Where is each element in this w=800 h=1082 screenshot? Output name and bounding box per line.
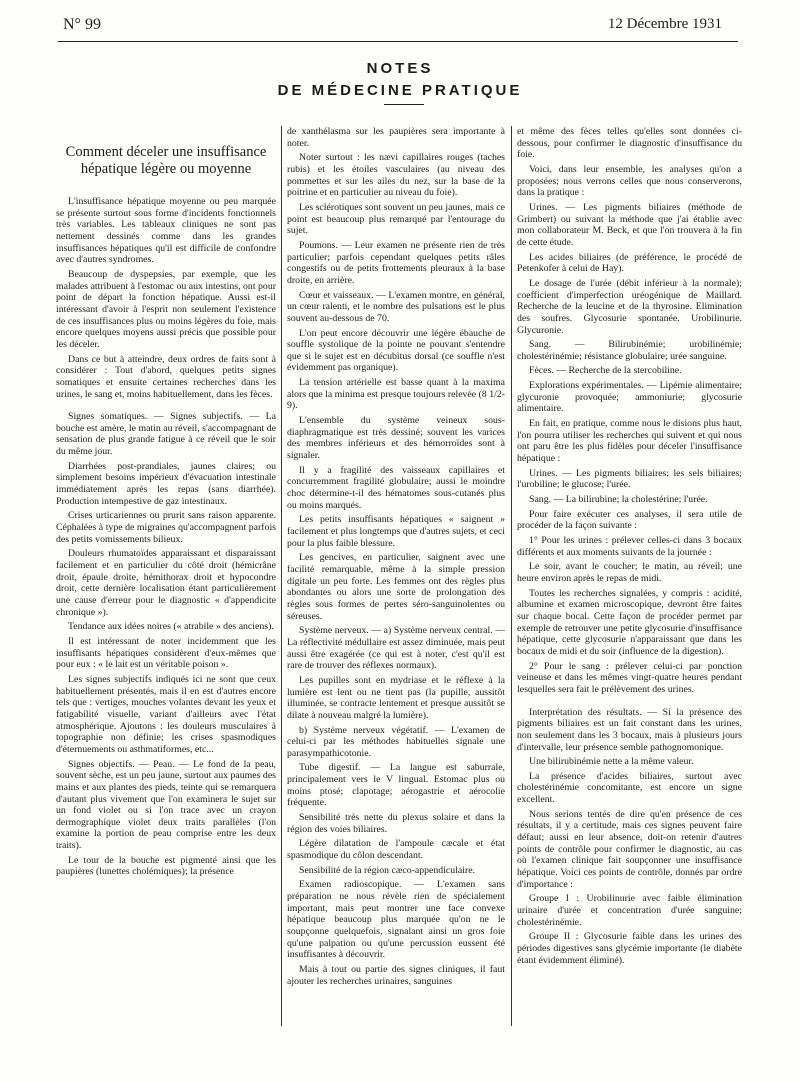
paragraph: Les pupilles sont en mydriase et le réflexe à la lumière est lent ou ne tient pas (la pupille, aussitôt illuminée, se contracte lentement et presque aussitôt se dilate à nouveau malgré la lumière). [287,674,505,721]
paragraph: Les sclérotiques sont souvent un peu jaunes, mais ce point est beaucoup plus remarqué par l'entourage du sujet. [287,201,505,237]
paragraph: Fèces. — Recherche de la stercobiline. [529,365,682,377]
paragraph: Le dosage de l'urée (débit inférieur à la normale); coefficient d'imperfection uréogénique de Maillard. Recherche de la leucine et de la thyrosine. Elimination des soufres. Glycosurie spontanée. Urobilinurie. Glycuronie. [517,277,742,336]
paragraph: Le tour de la bouche est pigmenté ainsi que les paupières (lunettes cholémiques); la présence [56,854,276,878]
paragraph: 2° Pour le sang : prélever celui-ci par ponction veineuse et dans les mêmes vingt-quatre heures pendant lesquelles sera fait le prélèvement des urines. [517,660,742,695]
paragraph: et même des fèces telles qu'elles sont données ci-dessous, pour confirmer le diagnostic d'insuffisance du foie. [517,126,742,161]
paragraph: Crises urticariennes ou prurit sans raison apparente. Céphalées à type de migraines qu'accompagnent parfois des petits vomissements bilieux. [56,510,276,545]
column-divider [511,126,512,1026]
paragraph: La tension artérielle est basse quant à la maxima alors que la minima est presque toujours relevée (8 1/2-9). [287,377,505,412]
paragraph: Noter surtout : les nævi capillaires rouges (taches rubis) et les étoiles vasculaires (au niveau des pommettes et sur les ailes du nez, sur la base de la poitrine et en particulier au niveau du foie). [287,152,505,199]
column-divider [281,126,282,1026]
issue-date: 12 Décembre 1931 [607,16,722,32]
paragraph: Interprétation des résultats. — Si la présence des pigments biliaires est un fait constant dans les urines, non seulement dans les 3 bocaux, mais à plusieurs jours d'intervalle, leur présence semble pathognomonique. [517,706,742,753]
paragraph: de xanthélasma sur les paupières sera importante à noter. [287,126,505,149]
paragraph: Sang. — Bilirubinémie; urobilinémie; cholestérinémie; résistance globulaire; urée sanguine. [517,339,742,362]
paragraph: Nous serions tentés de dire qu'en présence de ces résultats, il y a certitude, mais ces signes peuvent faire défaut; aussi en leur absence, doit-on retenir d'autres points de contrôle pour confirmer le diagnostic, au cas où l'examen clinique fait soupçonner une insuffisance hépatique. Voici ces points de contrôle, donnés par ordre d'importance : [517,808,742,890]
paragraph: Sensibilité de la région cæco-appendiculaire. [299,864,476,876]
paragraph: Mais à tout ou partie des signes cliniques, il faut ajouter les recherches urinaires, sanguines [287,963,505,987]
paragraph: En fait, en pratique, comme nous le disions plus haut, l'on pourra utiliser les recherches qui suivent et qui nous ont paru être les plus fidèles pour déceler l'insuffisance hépatique : [517,418,742,465]
paragraph: Diarrhées post-prandiales, jaunes claires; ou simplement besoins impérieux d'évacuation intestinale immédiatement après les repas (sans diarrhée). Production intempestive de gaz intestinaux. [56,460,276,507]
column-1 [56,144,276,881]
paragraph: Système nerveux. — a) Système nerveux central. — La réflectivité médullaire est assez diminuée, mais peut aussi être exagérée (ce qui est à noter, c'est qu'il est rare de trouver des réflexes normaux). [287,625,505,672]
paragraph: 1° Pour les urines : prélever celles-ci dans 3 bocaux différents et aux moments suivants de la journée : [517,535,742,558]
paragraph: Légère dilatation de l'ampoule cæcale et état spasmodique du côlon descendant. [287,838,505,862]
paragraph: Douleurs rhumatoïdes apparaissant et disparaissant facilement et en particulier du côté droit (hémicrâne droit, épaule droite, hémithorax droit et hypocondre droit, cette dernière localisation étant particulièrement une cause d'erreur pour le diagnostic « d'appendicite chronique »). [56,548,276,618]
paragraph: Tendance aux idées noires (« atrabile » des anciens). [68,621,274,633]
paragraph: Groupe I : Urobilinurie avec faible élimination urinaire d'urée et concentration d'urée sanguine; cholestérinémie. [517,893,742,928]
paragraph: Examen radioscopique. — L'examen sans préparation ne nous révèle rien de spécialement important, mais peut montrer une face convexe hépatique beaucoup plus marquée qu'on ne le soupçonne quelquefois, signalant ainsi un gros foie qu'une palpation ou qu'une percussion eussent été insuffisantes à découvrir. [287,879,505,961]
paragraph: Une bilirubinémie nette a la même valeur. [529,756,694,768]
paragraph: Signes somatiques. — Signes subjectifs. — La bouche est amère, le matin au réveil, s'accompagnant de sensation de plus grande fatigue à ce réveil que le soir du même jour. [56,411,276,458]
paragraph: Il est intéressant de noter incidemment que les insuffisants hépatiques considèrent d'eux-mêmes que pour eux : « le lait est un véritable poison ». [56,635,276,671]
column-2 [287,126,505,990]
paragraph: Pour faire exécuter ces analyses, il sera utile de procéder de la façon suivante : [517,508,742,532]
article-title: Comment déceler une insuffisance hépatique légère ou moyenne [65,144,267,177]
paragraph: Les signes subjectifs indiqués ici ne sont que ceux habituellement présentés, mais il en est d'autres encore tels que : vertiges, mouches volantes devant les yeux et fatigabilité visuelle, variant d'ailleurs avec l'état atmosphérique. Ajoutons : les douleurs musculaires à topographie non définie; les crises spasmodiques d'éternuements ou asthmatiformes, etc... [56,673,276,755]
paragraph: Cœur et vaisseaux. — L'examen montre, en général, un cœur ralenti, et le nombre des pulsations est le plus souvent au-dessous de 70. [287,289,505,324]
paragraph: La présence d'acides biliaires, surtout avec cholestérinémie concomitante, est encore un signe excellent. [517,770,742,806]
paragraph: Urines. — Les pigments biliaires (méthode de Grimbert) ou suivant la méthode que j'ai établie avec mon collaborateur M. Beck, et que l'on trouvera à la fin de cette étude. [517,201,742,248]
issue-number: N° 99 [63,16,101,33]
paragraph: Groupe II : Glycosurie faible dans les urines des périodes digestives sans glycémie importante (le diabète étant évidemment éliminé). [517,931,742,966]
paragraph: Les acides biliaires (de préférence, le procédé de Petenkofer à celui de Hay). [517,251,742,275]
paragraph: L'insuffisance hépatique moyenne ou peu marquée se présente surtout sous forme d'incidents fonctionnels très variables. Les tableaux cliniques ne sont pas nettement dessinés comme dans les grandes insuffisances hépatiques qu'il est difficile de confondre avec d'autres syndromes. [56,196,276,266]
paragraph: Explorations expérimentales. — Lipémie alimentaire; glycuronie provoquée; ammoniurie; glycosurie alimentaire. [517,380,742,415]
paragraph: Signes objectifs. — Peau. — Le fond de la peau, souvent sèche, est un peu jaune, surtout aux paumes des mains et aux plantes des pieds, teinte qui se remarquera d'autant plus vivement que l'on examinera le sujet sur un fond violet ou si l'on trace avec un crayon dermographique violet deux traits parallèles (l'on examine la portion de peau comprise entre les deux traits). [56,758,276,852]
paragraph: Les gencives, en particulier, saignent avec une facilité remarquable, même à la simple pression digitale un peu forte. Les femmes ont des règles plus abondantes ou alors une sorte de prolongation des règles sous formes de pertes séro-sanguinolentes ou séreuses. [287,552,505,622]
paragraph: Sang. — La bilirubine; la cholestérine; l'urée. [529,494,708,506]
paragraph: Tube digestif. — La langue est saburrale, principalement vers le V lingual. Estomac plus ou moins ptosé; clapotage; aérogastrie et aérocolie fréquente. [287,762,505,809]
paragraph: L'ensemble du système veineux sous-diaphragmatique est très dessiné; souvent les varices des membres inférieurs et des hémorroïdes sont à signaler. [287,415,505,462]
section-title-line1: NOTES [366,60,434,77]
paragraph: Poumons. — Leur examen ne présente rien de très particulier; parfois cependant quelques petits râles congestifs ou de petits frottements pleuraux à la base droite, en arrière. [287,239,505,286]
paragraph: Le soir, avant le coucher; le matin, au réveil; une heure environ après le repas de midi. [517,561,742,584]
paragraph: Sensibilité très nette du plexus solaire et dans la région des voies biliaires. [287,812,505,835]
paragraph: Dans ce but à atteindre, deux ordres de faits sont à considérer : Tout d'abord, quelques petits signes somatiques et ensuite certaines recherches dans les urines, le sang et, moins habituellement, dans les fèces. [56,353,276,400]
column-3 [517,126,742,969]
header-rule [58,41,738,42]
section-title-line2: DE MÉDECINE PRATIQUE [277,82,523,99]
paragraph: Voici, dans leur ensemble, les analyses qu'on a proposées; nous verrons celles que nous conserverons, dans la pratique : [517,163,742,199]
title-rule [384,104,424,105]
paragraph: Il y a fragilité des vaisseaux capillaires et concurremment fragilité globulaire; aussi le moindre choc détermine-t-il des hématomes sous-cutanés plus ou moins marqués. [287,464,505,511]
paragraph: Urines. — Les pigments biliaires; les sels biliaires; l'urobiline; le glucose; l'urée. [517,467,742,491]
paragraph: L'on peut encore découvrir une légère ébauche de souffle systolique de la pointe ne pouvant s'entendre que si le sujet est en décubitus dorsal (ce souffle n'est évidemment pas organique). [287,327,505,374]
paragraph: Les petits insuffisants hépatiques « saignent » facilement et plus longtemps que d'autres sujets, et ceci pour la plus faible blessure. [287,514,505,549]
paragraph: Beaucoup de dyspepsies, par exemple, que les malades attribuent à l'estomac ou aux intestins, ont pour point de départ la fonction hépatique. Aussi est-il intéressant d'avoir à l'esprit non seulement l'existence de ces insuffisances plus ou moins légères du foie, mais encore quelques moyens aussi précis que possible pour les déceler. [56,268,276,350]
paragraph: b) Système nerveux végétatif. — L'examen de celui-ci par les méthodes habituelles signale une parasympathicotonie. [287,724,505,759]
paragraph: Toutes les recherches signalées, y compris : acidité, albumine et examen microscopique, devront être faites sur chaque bocal. Cette façon de procéder permet par exemple de retrouver une petite glycosurie d'insuffisance hépatique, cette glycosurie n'apparaissant que dans les bocaux de midi et du soir (influence de la digestion). [517,587,742,657]
